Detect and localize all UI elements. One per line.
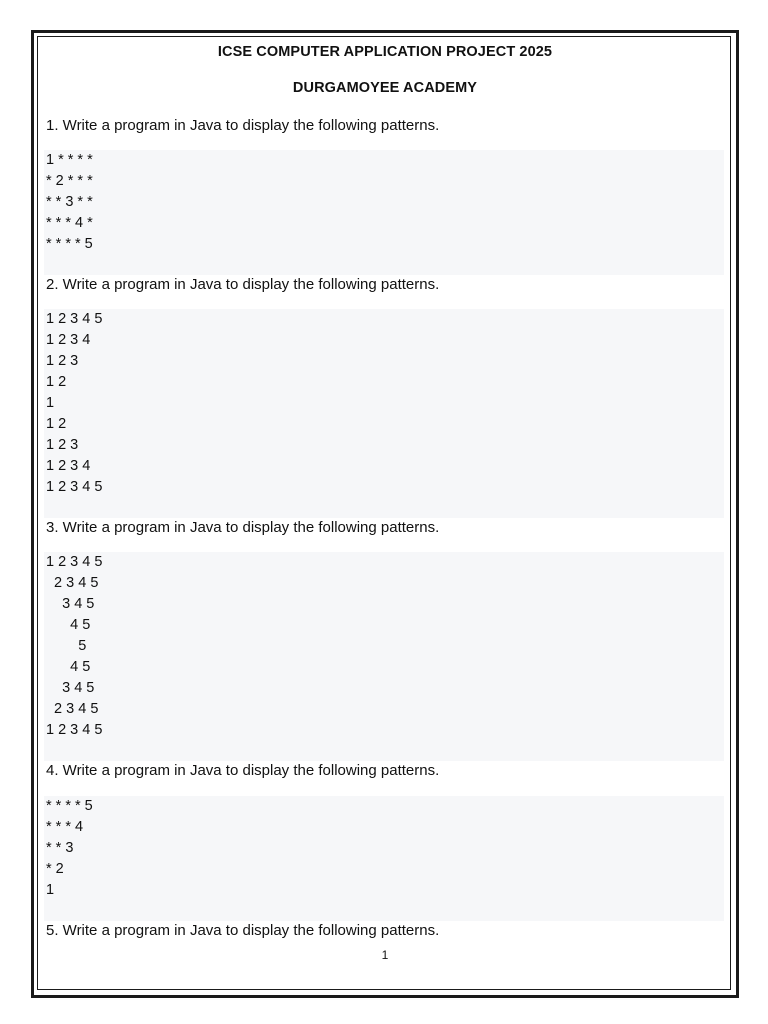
pattern-line: 4 5 <box>46 617 91 633</box>
question-1: 1. Write a program in Java to display the following patterns. <box>46 117 440 134</box>
pattern-line: 1 <box>46 882 55 898</box>
pattern-line: 5 <box>46 638 87 654</box>
pattern-line: * * 3 <box>46 840 74 856</box>
pattern-line: * 2 <box>46 861 64 877</box>
pattern-line: 1 2 3 <box>46 437 79 453</box>
school-name: DURGAMOYEE ACADEMY <box>292 80 478 96</box>
pattern-line: 1 2 3 <box>46 353 79 369</box>
pattern-box-2 <box>44 309 724 518</box>
question-4: 4. Write a program in Java to display the following patterns. <box>46 762 440 779</box>
pattern-line: 1 2 <box>46 374 67 390</box>
pattern-line: 1 2 3 4 5 <box>46 311 103 327</box>
pattern-line: 1 2 <box>46 416 67 432</box>
question-3: 3. Write a program in Java to display the following patterns. <box>46 519 440 536</box>
pattern-line: * 2 * * * <box>46 173 93 189</box>
page-number: 1 <box>381 948 389 962</box>
pattern-line: 1 2 3 4 5 <box>46 479 103 495</box>
pattern-line: 1 * * * * <box>46 152 93 168</box>
pattern-line: 3 4 5 <box>46 596 95 612</box>
pattern-line: 3 4 5 <box>46 680 95 696</box>
pattern-line: 1 2 3 4 <box>46 332 91 348</box>
pattern-line: 1 2 3 4 5 <box>46 554 103 570</box>
pattern-line: 4 5 <box>46 659 91 675</box>
pattern-box-1 <box>44 150 724 275</box>
pattern-box-4 <box>44 796 724 921</box>
pattern-line: * * * 4 <box>46 819 84 835</box>
question-2: 2. Write a program in Java to display the following patterns. <box>46 276 440 293</box>
document-title: ICSE COMPUTER APPLICATION PROJECT 2025 <box>217 44 553 60</box>
pattern-line: 1 <box>46 395 55 411</box>
pattern-line: 2 3 4 5 <box>46 701 99 717</box>
pattern-line: * * * * 5 <box>46 798 93 814</box>
question-5: 5. Write a program in Java to display the following patterns. <box>46 922 440 939</box>
pattern-line: * * * 4 * <box>46 215 93 231</box>
pattern-line: * * 3 * * <box>46 194 93 210</box>
pattern-line: 1 2 3 4 <box>46 458 91 474</box>
pattern-box-3 <box>44 552 724 761</box>
pattern-line: 2 3 4 5 <box>46 575 99 591</box>
pattern-line: * * * * 5 <box>46 236 93 252</box>
pattern-line: 1 2 3 4 5 <box>46 722 103 738</box>
